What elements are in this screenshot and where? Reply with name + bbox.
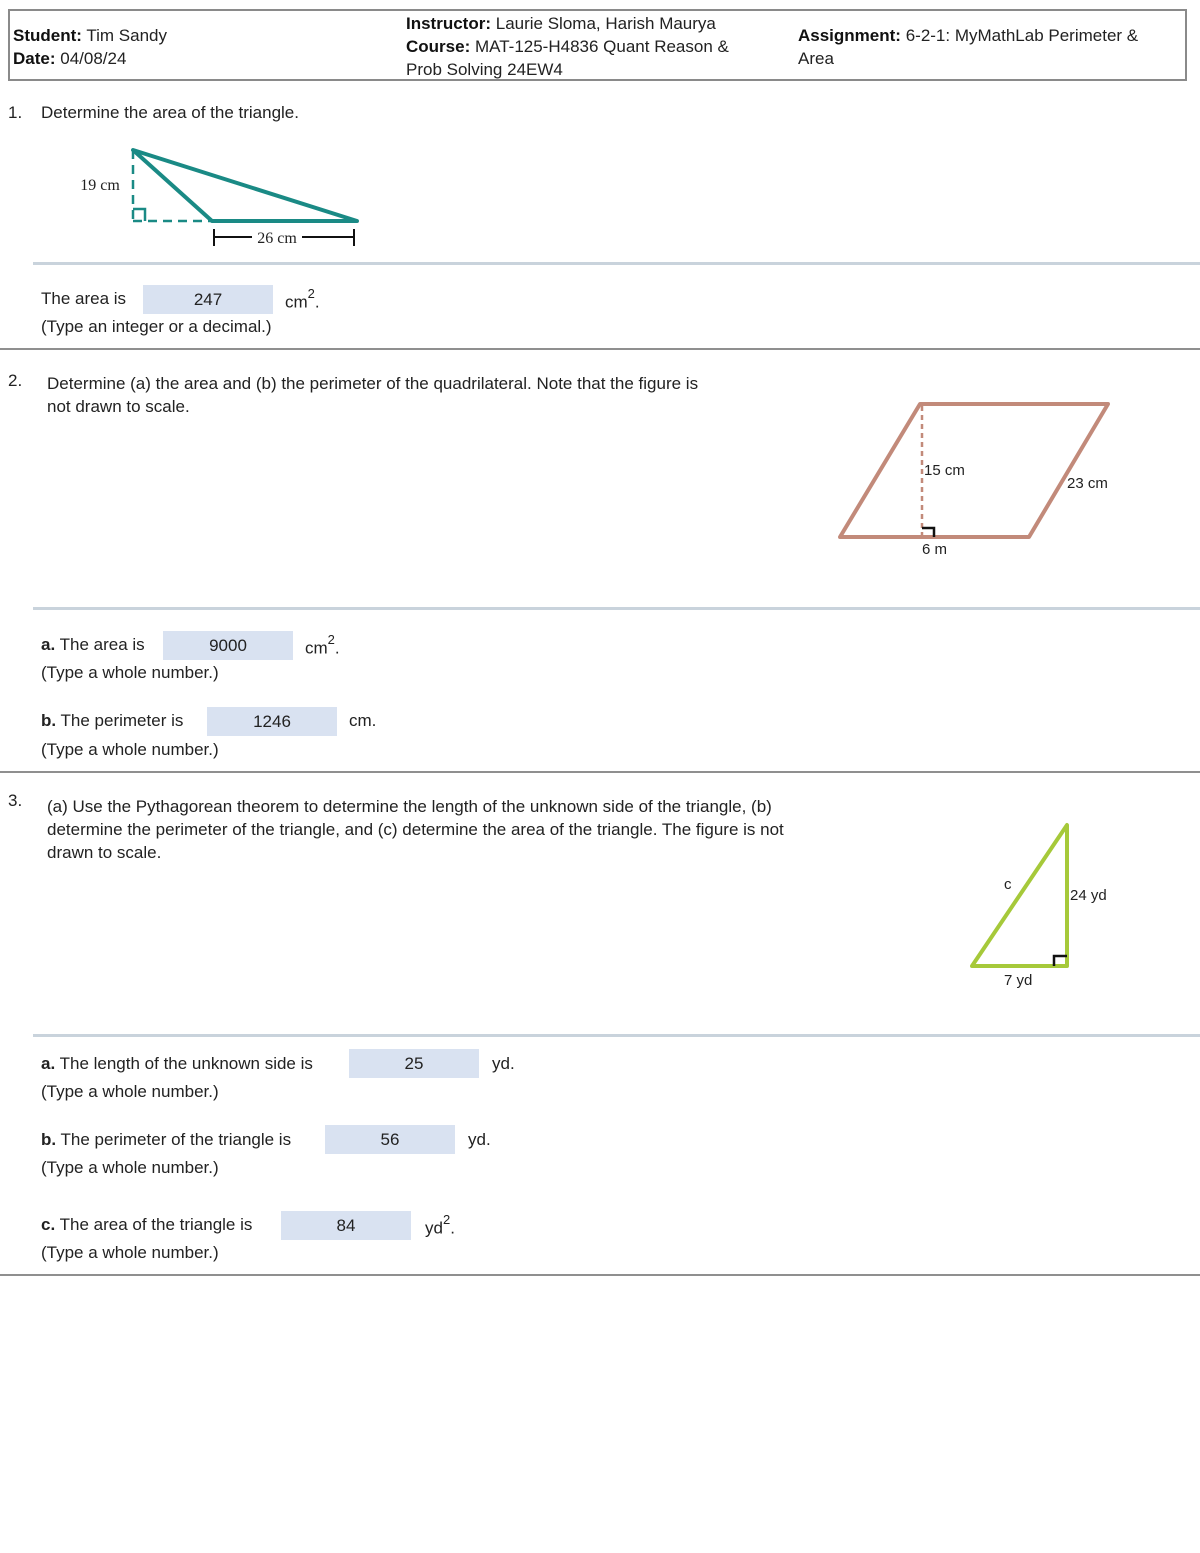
right-triangle-figure xyxy=(960,815,1130,995)
instructor-label: Instructor: xyxy=(406,14,491,33)
assignment-label: Assignment: xyxy=(798,26,901,45)
height-label: 19 cm xyxy=(80,177,120,194)
parallelogram-figure xyxy=(830,395,1130,565)
course-name-line1: MAT-125-H4836 Quant Reason & xyxy=(474,37,729,56)
assignment-name-line1: 6-2-1: MyMathLab Perimeter & xyxy=(905,26,1139,45)
course-name-line2: Prob Solving 24EW4 xyxy=(406,60,563,79)
perimeter-answer-field[interactable]: 56 xyxy=(325,1125,455,1154)
question-separator xyxy=(0,1274,1200,1276)
assignment-header xyxy=(8,9,1187,81)
date-label: Date: xyxy=(13,49,56,68)
part-c-unit: $yd^2$. xyxy=(425,1212,455,1238)
part-a-unit: yd. xyxy=(492,1054,515,1073)
part-a-prompt: a. The area is xyxy=(41,635,145,654)
course-label: Course: xyxy=(406,37,471,56)
question-prompt: Determine the area of the triangle. xyxy=(41,103,299,122)
side-length-answer-field[interactable]: 25 xyxy=(349,1049,479,1078)
height-label: 15 cm xyxy=(924,462,965,479)
student-info xyxy=(13,24,167,70)
obtuse-triangle-figure xyxy=(60,140,380,255)
part-b-prompt: b. The perimeter of the triangle is xyxy=(41,1130,292,1149)
answer-prompt: The area is xyxy=(41,289,127,308)
part-a-prompt: a. The length of the unknown side is xyxy=(41,1054,313,1073)
base-label: 7 yd xyxy=(1004,972,1033,989)
area-answer-field[interactable]: 247 xyxy=(143,285,273,314)
part-b-unit: cm. xyxy=(349,711,377,730)
part-b-hint: (Type a whole number.) xyxy=(41,740,219,759)
part-a-hint: (Type a whole number.) xyxy=(41,663,219,682)
part-b-prompt: b. The perimeter is xyxy=(41,711,184,730)
instructor-names: Laurie Sloma, Harish Maurya xyxy=(495,14,716,33)
answer-unit: $cm^2$. xyxy=(285,286,320,312)
part-b-hint: (Type a whole number.) xyxy=(41,1158,219,1177)
part-a-hint: (Type a whole number.) xyxy=(41,1082,219,1101)
right-angle-marker xyxy=(133,209,145,221)
height-label: 24 yd xyxy=(1070,887,1107,904)
question-prompt: (a) Use the Pythagorean theorem to determine the length of the unknown side of the triangle, (b) determine the perimeter of the triangle, and (c) determine the area of the triangle. The figure is not drawn to scale. xyxy=(47,797,784,862)
area-answer-field[interactable]: 84 xyxy=(281,1211,411,1240)
assignment-info xyxy=(798,24,1138,70)
side-label: 23 cm xyxy=(1067,475,1108,492)
question-prompt: Determine (a) the area and (b) the perimeter of the quadrilateral. Note that the figure is not drawn to scale. xyxy=(47,374,699,416)
course-info xyxy=(406,12,729,81)
question-number: 3. xyxy=(8,791,23,810)
date-value: 04/08/24 xyxy=(60,49,127,68)
part-b-unit: yd. xyxy=(468,1130,491,1149)
parallelogram-outline xyxy=(840,404,1108,537)
question-separator xyxy=(0,771,1200,773)
triangle-outline xyxy=(972,825,1067,966)
part-c-hint: (Type a whole number.) xyxy=(41,1243,219,1262)
divider xyxy=(33,262,1200,265)
area-answer-field[interactable]: 9000 xyxy=(163,631,293,660)
question-separator xyxy=(0,348,1200,350)
triangle-outline xyxy=(133,150,357,221)
divider xyxy=(33,1034,1200,1037)
question-number: 2. xyxy=(8,371,23,390)
assignment-name-line2: Area xyxy=(798,49,834,68)
triangle-shape xyxy=(133,150,357,221)
part-c-prompt: c. The area of the triangle is xyxy=(41,1215,253,1234)
student-label: Student: xyxy=(13,26,82,45)
part-a-unit: $cm^2$. xyxy=(305,632,340,658)
student-name: Tim Sandy xyxy=(86,26,167,45)
hypotenuse-label: c xyxy=(1004,876,1012,893)
divider xyxy=(33,607,1200,610)
perimeter-answer-field[interactable]: 1246 xyxy=(207,707,337,736)
answer-hint: (Type an integer or a decimal.) xyxy=(41,317,272,336)
base-label: 26 cm xyxy=(257,230,297,247)
question-number: 1. xyxy=(8,103,23,122)
base-segment-label: 6 m xyxy=(922,541,948,558)
